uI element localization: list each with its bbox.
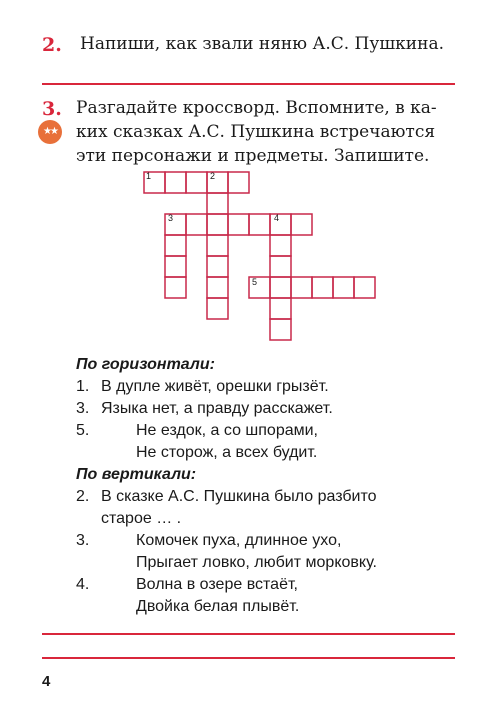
crossword-cell: [165, 277, 186, 298]
cell-label-3: 3: [168, 213, 174, 223]
crossword-cell: [207, 298, 228, 319]
clue-v3-number: 3.: [76, 532, 90, 549]
crossword-cell: [207, 235, 228, 256]
answer-line-task-3-1: [42, 633, 455, 635]
crossword-cell: [270, 256, 291, 277]
cell-label-5: 5: [252, 277, 258, 287]
page-number: 4: [42, 673, 51, 690]
vertical-heading: По вертикали:: [76, 466, 197, 483]
task-3-line-2: ких сказках А.С. Пушкина встречаются: [76, 122, 436, 142]
crossword-cell: [165, 172, 186, 193]
task-3-line-3: эти персонажи и предметы. Запишите.: [76, 146, 430, 166]
horizontal-heading: По горизонтали:: [76, 356, 215, 373]
crossword-cell: [228, 214, 249, 235]
two-stars-icon: ★★: [38, 120, 62, 144]
clue-v4-line-1: Волна в озере встаёт,: [136, 576, 298, 593]
clue-h5-line-1: Не ездок, а со шпорами,: [136, 422, 318, 439]
clue-v4-line-2: Двойка белая плывёт.: [136, 598, 300, 615]
task-3-number: 3.: [42, 98, 62, 120]
crossword-cell: [270, 319, 291, 340]
clue-v2-line-2: старое … .: [101, 510, 182, 527]
answer-line-task-3-2: [42, 657, 455, 659]
crossword-cell: [270, 298, 291, 319]
clue-h1-number: 1.: [76, 378, 90, 395]
crossword-cell: [207, 214, 228, 235]
crossword-cell: [165, 256, 186, 277]
clue-h1-text: В дупле живёт, орешки грызёт.: [101, 378, 329, 395]
task-2-number: 2.: [42, 34, 62, 56]
task-3-line-1: Разгадайте кроссворд. Вспомните, в ка-: [76, 98, 437, 118]
clue-v2-line-1: В сказке А.С. Пушкина было разбито: [101, 488, 377, 505]
cell-label-4: 4: [274, 213, 280, 223]
crossword-cell: [270, 277, 291, 298]
crossword-cell: [207, 193, 228, 214]
clue-h3-number: 3.: [76, 400, 90, 417]
crossword-cell: [291, 277, 312, 298]
clue-v3-line-2: Прыгает ловко, любит морковку.: [136, 554, 377, 571]
clue-h5-line-2: Не сторож, а всех будит.: [136, 444, 318, 461]
crossword-cell: [333, 277, 354, 298]
clue-h3-text: Языка нет, а правду расскажет.: [101, 400, 333, 417]
cell-label-1: 1: [146, 171, 152, 181]
crossword-cell: [186, 172, 207, 193]
crossword-cell: [186, 214, 207, 235]
clue-v4-number: 4.: [76, 576, 90, 593]
crossword-cell: [165, 235, 186, 256]
crossword-cell: [249, 214, 270, 235]
clue-h5-number: 5.: [76, 422, 90, 439]
crossword-cell: [207, 277, 228, 298]
crossword-cell: [228, 172, 249, 193]
crossword-cell: [270, 235, 291, 256]
crossword-cell: [207, 256, 228, 277]
crossword-cell: [291, 214, 312, 235]
clue-v3-line-1: Комочек пуха, длинное ухо,: [136, 532, 342, 549]
task-2-text: Напиши, как звали няню А.С. Пушкина.: [80, 34, 445, 54]
crossword-cell: [354, 277, 375, 298]
crossword-cell: [312, 277, 333, 298]
cell-label-2: 2: [210, 171, 216, 181]
clue-v2-number: 2.: [76, 488, 90, 505]
